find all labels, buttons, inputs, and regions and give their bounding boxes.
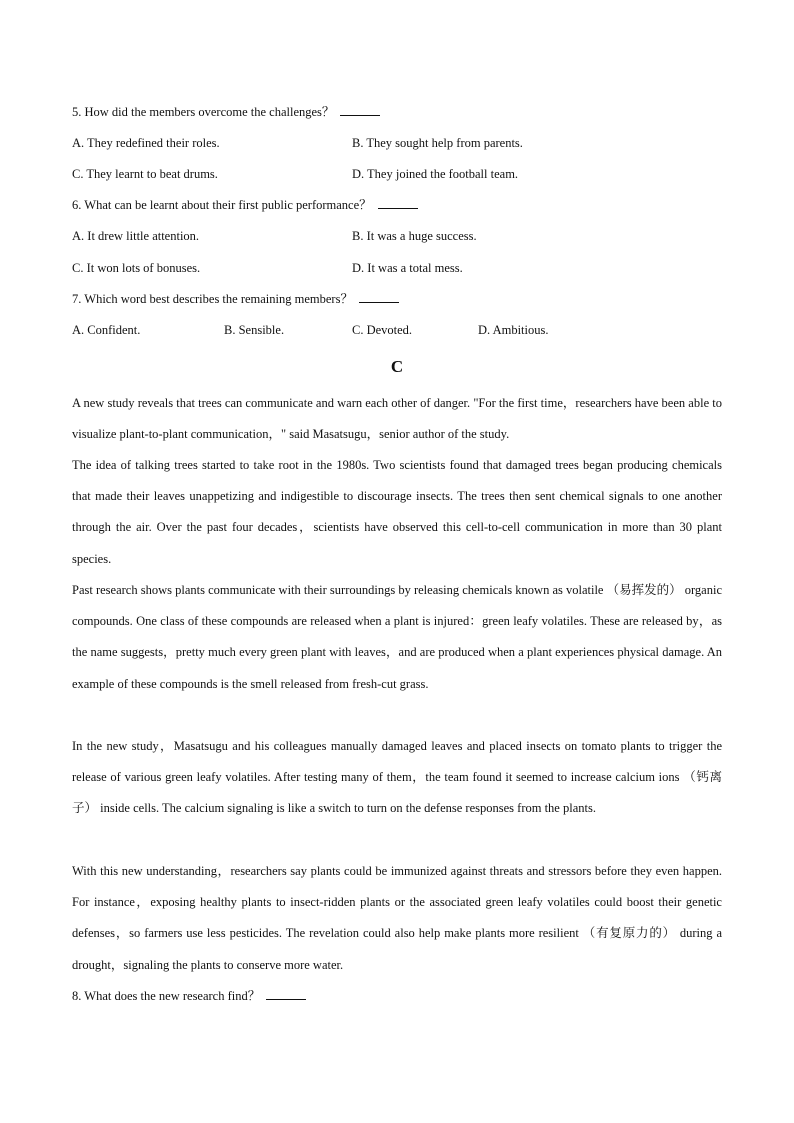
question-6-option-a: A. It drew little attention. [72,229,200,243]
question-7-option-d: D. Ambitious. [478,323,549,337]
question-5-option-a: A. They redefined their roles. [72,136,220,150]
question-8-text: 8. What does the new research find？ [72,989,261,1003]
answer-blank [266,988,306,1000]
question-5-option-c: C. They learnt to beat drums. [72,167,218,181]
passage-paragraph-4: In the new study，Masatsugu and his colleagues manually damaged leaves and placed insects on tomato plants to trigger the release of various green leafy volatiles. After testing many of them，the team found it seemed to increase calcium ions （钙离子） inside cells. The calcium signaling is like a switch to turn on the defense responses from the plants. [72,739,722,816]
answer-blank [378,197,418,209]
passage-paragraph-5: With this new understanding，researchers say plants could be immunized against threats and stressors before they even happen. For instance，exposing healthy plants to insect-ridden plants or the associated green leafy volatiles could boost their genetic defenses，so farmers use less pesticides. The revelation could also help make plants more resilient （有复原力的） during a drought，signaling the plants to conserve more water. [72,864,722,972]
section-heading: C [390,357,404,376]
passage-paragraph-1: A new study reveals that trees can communicate and warn each other of danger. "For the first time，researchers have been able to visualize plant-to-plant communication，" said Masatsugu，senior author of the study. [72,396,722,442]
question-6-text: 6. What can be learnt about their first public performance？ [72,198,372,212]
question-6-stem [72,197,418,213]
question-5-text: 5. How did the members overcome the challenges？ [72,105,335,119]
passage-paragraph-2: The idea of talking trees started to take root in the 1980s. Two scientists found that damaged trees began producing chemicals that made their leaves unappetizing and indigestible to discourage insects. The trees then sent chemical signals to one another through the air. Over the past four decades，scientists have observed this cell-to-cell communication in more than 30 plant species. [72,458,722,566]
question-7-text: 7. Which word best describes the remaining members？ [72,292,353,306]
question-8-stem [72,988,306,1004]
question-5-option-d: D. They joined the football team. [352,167,519,181]
question-6-option-c: C. It won lots of bonuses. [72,261,201,275]
question-7-option-a: A. Confident. [72,323,141,337]
question-7-option-c: C. Devoted. [352,323,413,337]
question-6-option-b: B. It was a huge success. [352,229,477,243]
answer-blank [359,291,399,303]
question-5-option-b: B. They sought help from parents. [352,136,523,150]
question-5-stem [72,104,380,120]
question-7-option-b: B. Sensible. [224,323,285,337]
question-6-option-d: D. It was a total mess. [352,261,463,275]
question-7-stem [72,291,399,307]
passage-paragraph-3: Past research shows plants communicate with their surroundings by releasing chemicals known as volatile （易挥发的） organic compounds. One class of these compounds are released when a plant is injured：green leafy volatiles. These are released by，as the name suggests，pretty much every green plant with leaves，and are produced when a plant experiences physical damage. An example of these compounds is the smell released from fresh-cut grass. [72,583,722,691]
answer-blank [340,104,380,116]
